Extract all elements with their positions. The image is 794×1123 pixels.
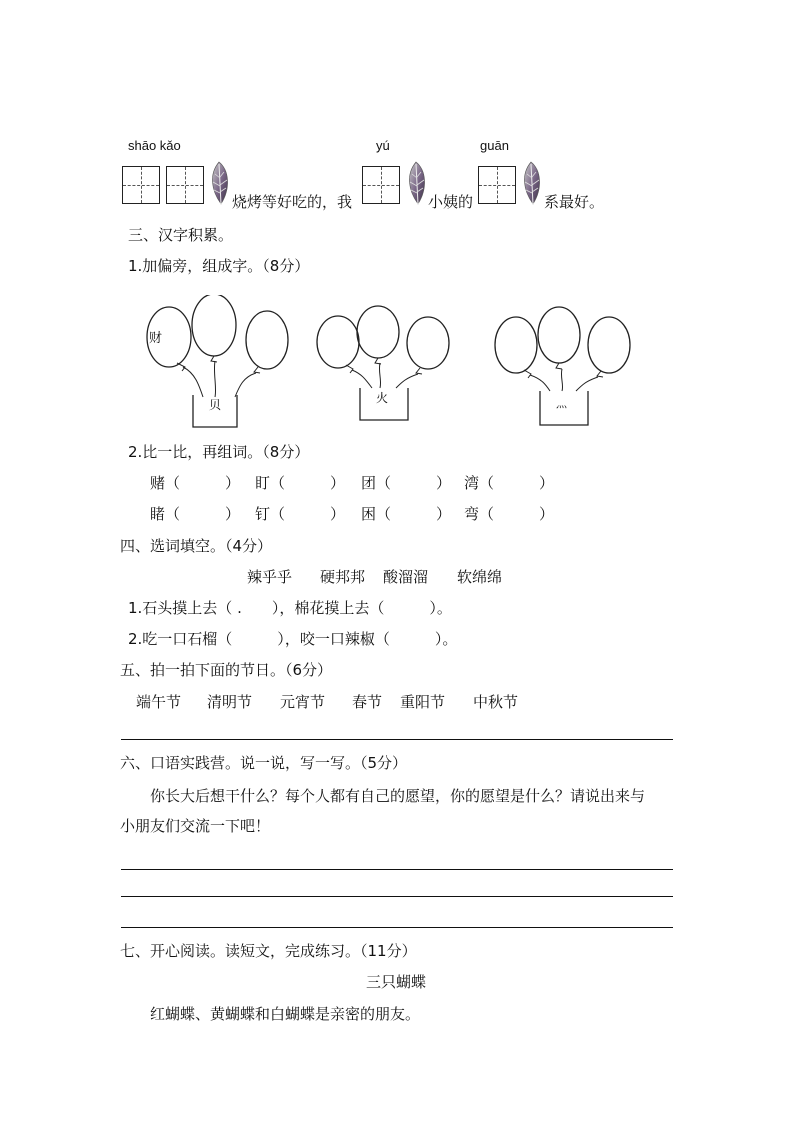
festival-item: 中秋节 [473, 693, 519, 711]
compare-item[interactable]: 盯（ ） [255, 474, 346, 492]
section3-sub2: 2.比一比，再组词。（8分） [128, 443, 310, 461]
balloon[interactable] [538, 307, 580, 363]
compare-item[interactable]: 钉（ ） [255, 505, 346, 523]
section6-paragraph-1: 你长大后想干什么？每个人都有自己的愿望，你的愿望是什么？请说出来与 [150, 787, 646, 805]
story-first-line: 红蝴蝶、黄蝴蝶和白蝴蝶是亲密的朋友。 [150, 1005, 421, 1023]
balloon[interactable] [246, 311, 288, 369]
fill-text-1: 烧烤等好吃的，我 [232, 193, 353, 211]
writing-box[interactable] [478, 166, 516, 204]
festival-item: 元宵节 [280, 693, 326, 711]
compare-item[interactable]: 赌（ ） [150, 474, 241, 492]
compare-item[interactable]: 弯（ ） [464, 505, 555, 523]
balloon-group-3 [490, 303, 640, 433]
festival-item: 端午节 [136, 693, 182, 711]
balloon[interactable] [407, 317, 449, 369]
answer-line[interactable] [121, 927, 673, 928]
compare-item[interactable]: 团（ ） [361, 474, 452, 492]
writing-box[interactable] [362, 166, 400, 204]
pinyin-yu: yú [376, 138, 390, 153]
compare-item[interactable]: 睹（ ） [150, 505, 241, 523]
word-option: 辣乎乎 [247, 568, 293, 586]
word-option: 硬邦邦 [320, 568, 366, 586]
answer-line[interactable] [121, 869, 673, 870]
compare-item[interactable]: 困（ ） [361, 505, 452, 523]
balloon[interactable] [495, 317, 537, 373]
answer-line[interactable] [121, 896, 673, 897]
word-option: 软绵绵 [457, 568, 503, 586]
balloon-group-1 [135, 295, 295, 435]
festival-item: 重阳节 [400, 693, 446, 711]
section3-title: 三、汉字积累。 [128, 226, 234, 244]
balloon-filled-char: 财 [149, 331, 163, 346]
section6-title: 六、口语实践营。说一说，写一写。（5分） [120, 754, 408, 772]
balloon-group-2 [310, 300, 460, 430]
section5-title: 五、拍一拍下面的节日。（6分） [120, 661, 333, 679]
balloon[interactable] [192, 295, 236, 356]
section4-title: 四、选词填空。（4分） [120, 537, 273, 555]
festival-item: 清明节 [207, 693, 253, 711]
fill-text-3: 系最好。 [544, 193, 605, 211]
basket-radical: 火 [376, 391, 389, 405]
balloon[interactable] [317, 316, 359, 368]
section6-paragraph-2: 小朋友们交流一下吧！ [120, 817, 271, 835]
section3-sub1: 1.加偏旁，组成字。（8分） [128, 257, 310, 275]
word-option: 酸溜溜 [383, 568, 429, 586]
writing-box[interactable] [166, 166, 204, 204]
feather-icon [517, 160, 545, 208]
story-title: 三只蝴蝶 [366, 973, 427, 991]
pinyin-guan: guān [480, 138, 509, 153]
section7-title: 七、开心阅读。读短文，完成练习。（11分） [120, 942, 417, 960]
basket-radical: 贝 [209, 398, 222, 412]
feather-icon [205, 160, 233, 208]
fill-text-2: 小姨的 [428, 193, 474, 211]
writing-box[interactable] [122, 166, 160, 204]
basket-radical: 灬 [556, 397, 567, 410]
compare-item[interactable]: 湾（ ） [464, 474, 555, 492]
answer-line[interactable] [121, 739, 673, 740]
fill-line-2[interactable]: 2.吃一口石榴（ ），咬一口辣椒（ ）。 [128, 630, 458, 648]
balloon[interactable] [588, 317, 630, 373]
festival-item: 春节 [352, 693, 383, 711]
balloon[interactable] [357, 306, 399, 358]
pinyin-shao-kao: shāo kǎo [128, 138, 181, 153]
feather-icon [402, 160, 430, 208]
fill-line-1[interactable]: 1.石头摸上去（ . ），棉花摸上去（ ）。 [128, 599, 452, 617]
